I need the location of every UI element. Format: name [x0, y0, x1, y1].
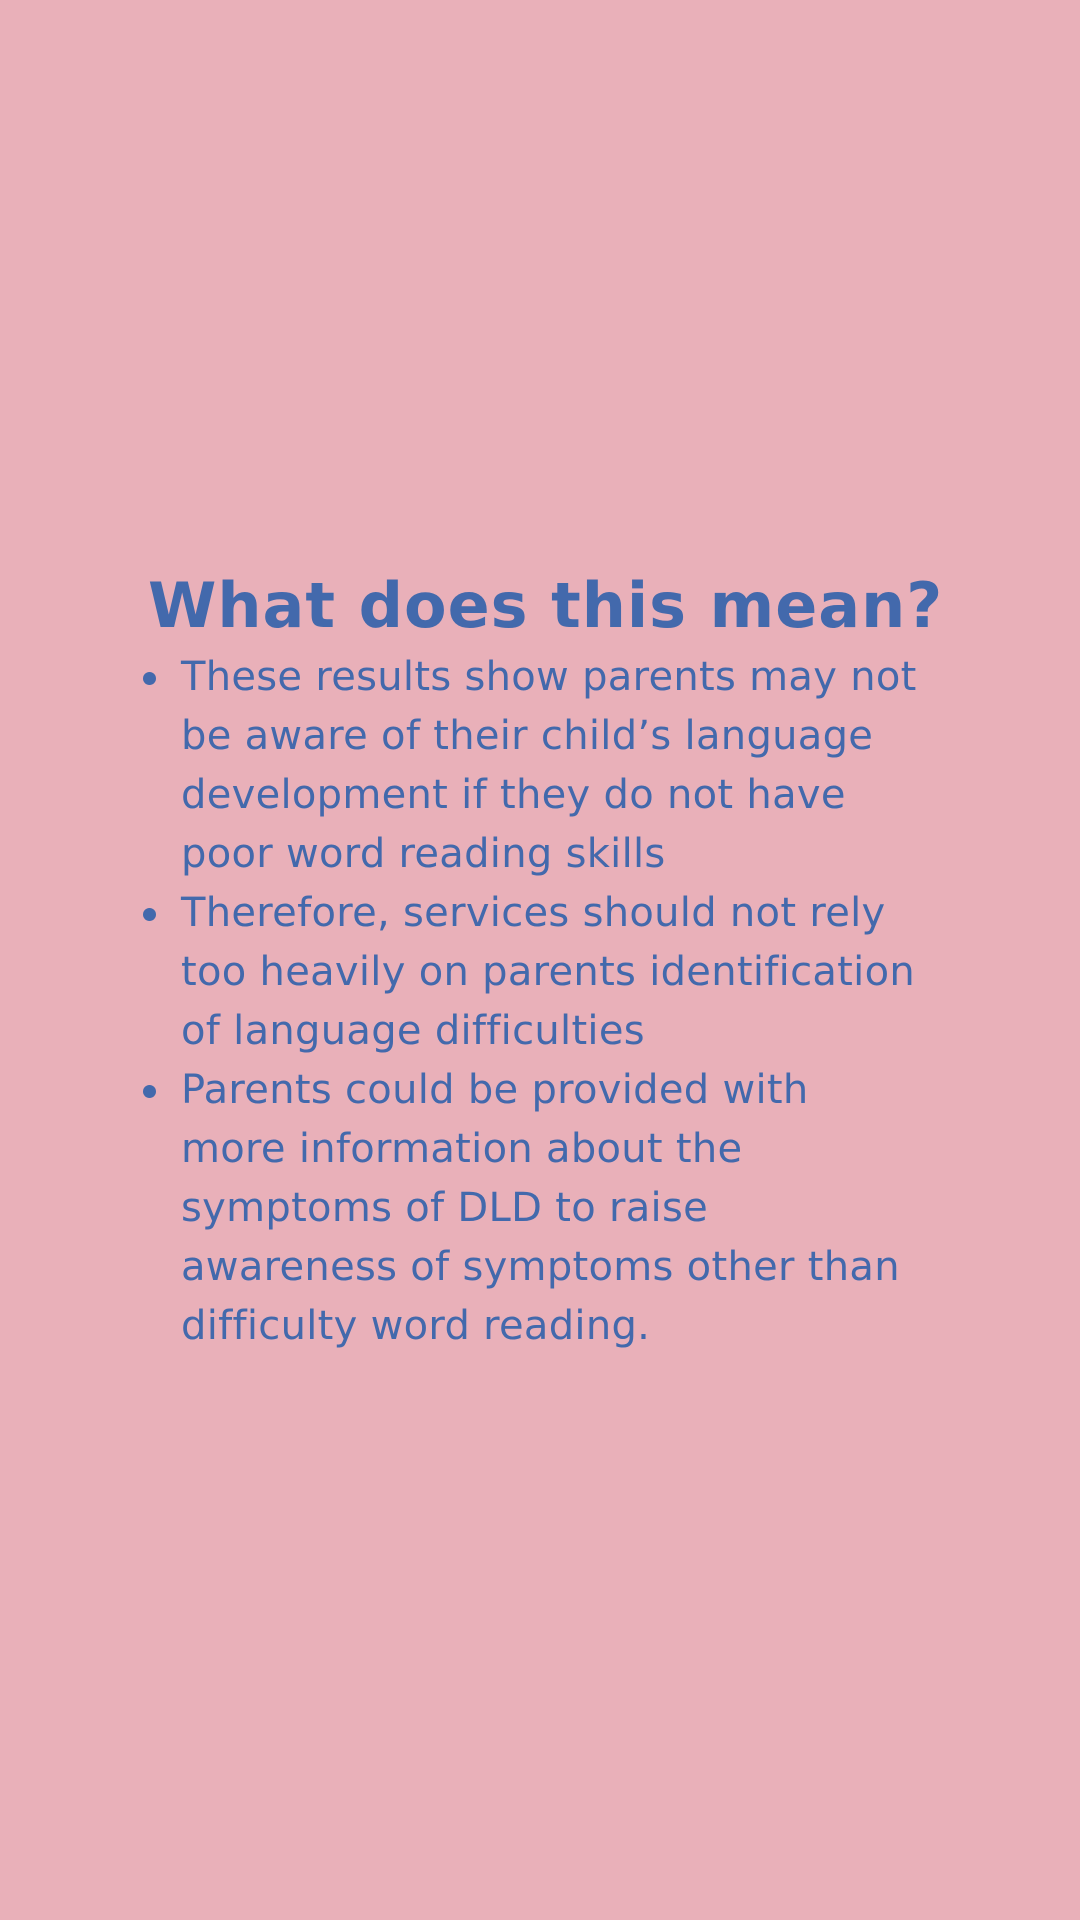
bullet-line: symptoms of DLD to raise [181, 1185, 709, 1231]
content-block [143, 570, 973, 1356]
page-title: What does this mean? [148, 569, 944, 642]
bullet-line: more information about the [181, 1126, 743, 1172]
bullet-list [143, 648, 973, 1356]
bullet-item [143, 884, 973, 1061]
bullet-line: be aware of their child’s language [181, 713, 874, 759]
bullet-item [143, 648, 973, 884]
bullet-line: difficulty word reading. [181, 1303, 651, 1349]
bullet-line: awareness of symptoms other than [181, 1244, 900, 1290]
bullet-line: of language difficulties [181, 1008, 645, 1054]
bullet-line: too heavily on parents identification [181, 949, 915, 995]
bullet-line: Therefore, services should not rely [181, 890, 886, 936]
bullet-line: Parents could be provided with [181, 1067, 809, 1113]
bullet-dot-icon [143, 1085, 156, 1098]
bullet-dot-icon [143, 908, 156, 921]
bullet-line: poor word reading skills [181, 831, 666, 877]
bullet-dot-icon [143, 672, 156, 685]
bullet-item [143, 1061, 973, 1356]
bullet-line: These results show parents may not [181, 654, 917, 700]
bullet-line: development if they do not have [181, 772, 846, 818]
